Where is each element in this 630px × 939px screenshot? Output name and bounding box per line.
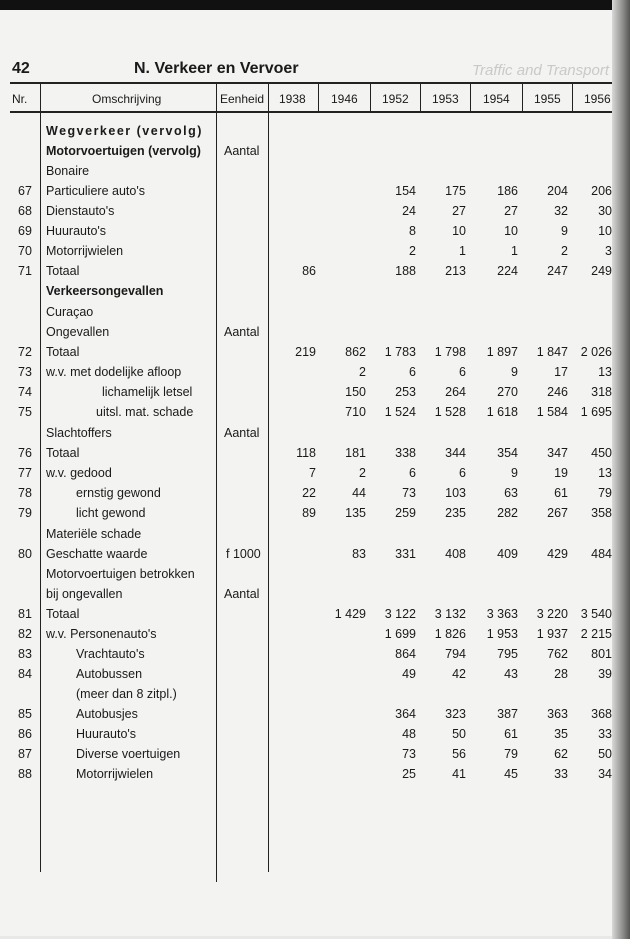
row-number: 85 <box>18 707 32 721</box>
table-cell: 235 <box>445 506 466 520</box>
header-year: 1938 <box>279 92 306 106</box>
row-label: Huurauto's <box>76 727 137 741</box>
table-cell: 73 <box>402 486 416 500</box>
bleed-through-title: Traffic and Transport <box>472 62 609 79</box>
row-number: 67 <box>18 184 32 198</box>
table-cell: 344 <box>445 446 466 460</box>
row-label: w.v. Personenauto's <box>46 627 157 641</box>
table-cell: 6 <box>459 466 466 480</box>
header-year: 1952 <box>382 92 409 106</box>
column-divider <box>268 112 269 872</box>
table-cell: 135 <box>345 506 366 520</box>
row-label: w.v. met dodelijke afloop <box>46 365 182 379</box>
table-cell: 24 <box>402 204 416 218</box>
table-cell: 358 <box>591 506 612 520</box>
header-omschrijving: Omschrijving <box>92 92 162 106</box>
header-divider <box>470 82 471 112</box>
table-cell: 43 <box>504 667 518 681</box>
subsection-bonaire: Bonaire <box>46 164 90 178</box>
table-cell: 41 <box>452 767 466 781</box>
table-cell: 363 <box>547 707 568 721</box>
table-cell: 181 <box>345 446 366 460</box>
page-title: N. Verkeer en Vervoer <box>134 60 299 77</box>
table-cell: 1 783 <box>384 345 416 359</box>
header-year: 1953 <box>432 92 459 106</box>
row-number: 69 <box>18 224 32 238</box>
table-cell: 175 <box>445 184 466 198</box>
table-cell: 710 <box>345 405 366 419</box>
table-cell: 10 <box>504 224 518 238</box>
table-cell: 27 <box>452 204 466 218</box>
table-cell: 409 <box>497 547 518 561</box>
table-cell: 73 <box>402 747 416 761</box>
row-number: 81 <box>18 607 32 621</box>
table-cell: 331 <box>395 547 416 561</box>
row-number: 74 <box>18 385 32 399</box>
row-number: 76 <box>18 446 32 460</box>
row-number: 73 <box>18 365 32 379</box>
table-cell: 2 215 <box>580 627 612 641</box>
subsection-bij-ongevallen: bij ongevallen <box>46 587 123 601</box>
row-label: ernstig gewond <box>76 486 161 500</box>
table-cell: 1 826 <box>434 627 466 641</box>
header-divider <box>420 82 421 112</box>
table-cell: 61 <box>554 486 568 500</box>
table-cell: 354 <box>497 446 518 460</box>
table-cell: 3 122 <box>384 607 416 621</box>
table-cell: 1 897 <box>486 345 518 359</box>
table-cell: 49 <box>402 667 416 681</box>
table-cell: 6 <box>409 466 416 480</box>
subsection-ongevallen: Ongevallen <box>46 325 110 339</box>
section-heading-motorvoertuigen: Motorvoertuigen (vervolg) <box>46 144 201 158</box>
table-cell: 2 026 <box>580 345 612 359</box>
table-cell: 224 <box>497 264 518 278</box>
scan-right-edge <box>612 0 630 939</box>
table-cell: 282 <box>497 506 518 520</box>
table-cell: 429 <box>547 547 568 561</box>
table-cell: 50 <box>452 727 466 741</box>
row-number: 80 <box>18 547 32 561</box>
subsection-motorvoertuigen-betrokken: Motorvoertuigen betrokken <box>46 567 195 581</box>
row-label: uitsl. mat. schade <box>96 405 194 419</box>
row-number: 86 <box>18 727 32 741</box>
header-top-rule <box>10 82 616 84</box>
table-cell: 9 <box>511 365 518 379</box>
table-cell: 387 <box>497 707 518 721</box>
row-label: Geschatte waarde <box>46 547 148 561</box>
table-cell: 8 <box>409 224 416 238</box>
header-divider <box>370 82 371 112</box>
row-label: Totaal <box>46 264 80 278</box>
table-cell: 219 <box>295 345 316 359</box>
subsection-materiele-schade: Materiële schade <box>46 527 142 541</box>
row-number: 82 <box>18 627 32 641</box>
table-cell: 264 <box>445 385 466 399</box>
table-cell: 338 <box>395 446 416 460</box>
table-cell: 44 <box>352 486 366 500</box>
row-label: Totaal <box>46 607 80 621</box>
row-label: Totaal <box>46 345 80 359</box>
document-page <box>0 8 618 936</box>
unit-label: Aantal <box>224 144 260 158</box>
table-cell: 1 524 <box>384 405 416 419</box>
table-cell: 318 <box>591 385 612 399</box>
table-cell: 56 <box>452 747 466 761</box>
row-label: Totaal <box>46 446 80 460</box>
table-cell: 206 <box>591 184 612 198</box>
table-cell: 2 <box>561 244 568 258</box>
table-cell: 186 <box>497 184 518 198</box>
table-cell: 270 <box>497 385 518 399</box>
header-year: 1956 <box>584 92 611 106</box>
unit-label: Aantal <box>224 426 260 440</box>
table-cell: 61 <box>504 727 518 741</box>
table-cell: 408 <box>445 547 466 561</box>
table-cell: 48 <box>402 727 416 741</box>
table-cell: 1 <box>459 244 466 258</box>
column-divider <box>40 112 41 872</box>
table-cell: 1 <box>511 244 518 258</box>
table-cell: 188 <box>395 264 416 278</box>
table-cell: 45 <box>504 767 518 781</box>
table-cell: 62 <box>554 747 568 761</box>
table-cell: 3 220 <box>536 607 568 621</box>
header-year: 1954 <box>483 92 510 106</box>
table-cell: 3 540 <box>580 607 612 621</box>
table-cell: 1 618 <box>486 405 518 419</box>
header-divider <box>522 82 523 112</box>
header-divider <box>216 82 217 112</box>
table-cell: 368 <box>591 707 612 721</box>
table-cell: 795 <box>497 647 518 661</box>
row-number: 83 <box>18 647 32 661</box>
table-cell: 253 <box>395 385 416 399</box>
table-cell: 25 <box>402 767 416 781</box>
table-cell: 1 695 <box>580 405 612 419</box>
header-bottom-rule <box>10 111 616 113</box>
table-cell: 79 <box>598 486 612 500</box>
row-label: Autobusjes <box>76 707 138 721</box>
row-label: Motorrijwielen <box>76 767 154 781</box>
unit-label: Aantal <box>224 325 260 339</box>
row-number: 70 <box>18 244 32 258</box>
table-cell: 32 <box>554 204 568 218</box>
table-cell: 1 798 <box>434 345 466 359</box>
row-label: Huurauto's <box>46 224 107 238</box>
table-cell: 10 <box>452 224 466 238</box>
row-label: Motorrijwielen <box>46 244 124 258</box>
row-unit: f 1000 <box>226 547 261 561</box>
header-year: 1955 <box>534 92 561 106</box>
row-label: Particuliere auto's <box>46 184 145 198</box>
table-cell: 2 <box>409 244 416 258</box>
table-cell: 9 <box>511 466 518 480</box>
table-cell: 1 937 <box>536 627 568 641</box>
row-number: 78 <box>18 486 32 500</box>
row-label: licht gewond <box>76 506 146 520</box>
table-cell: 86 <box>302 264 316 278</box>
table-cell: 3 363 <box>486 607 518 621</box>
table-cell: 42 <box>452 667 466 681</box>
table-cell: 3 <box>605 244 612 258</box>
table-cell: 10 <box>598 224 612 238</box>
header-eenheid: Eenheid <box>220 92 265 106</box>
row-number: 84 <box>18 667 32 681</box>
row-label: w.v. gedood <box>46 466 112 480</box>
table-cell: 33 <box>598 727 612 741</box>
table-cell: 13 <box>598 365 612 379</box>
table-cell: 50 <box>598 747 612 761</box>
table-cell: 30 <box>598 204 612 218</box>
row-number: 79 <box>18 506 32 520</box>
table-cell: 862 <box>345 345 366 359</box>
table-cell: 6 <box>459 365 466 379</box>
row-number: 68 <box>18 204 32 218</box>
header-divider <box>572 82 573 112</box>
table-cell: 213 <box>445 264 466 278</box>
table-cell: 2 <box>359 365 366 379</box>
table-cell: 34 <box>598 767 612 781</box>
table-cell: 13 <box>598 466 612 480</box>
table-cell: 150 <box>345 385 366 399</box>
row-number: 88 <box>18 767 32 781</box>
table-cell: 1 584 <box>536 405 568 419</box>
table-cell: 39 <box>598 667 612 681</box>
section-heading-wegverkeer: Wegverkeer (vervolg) <box>46 124 203 138</box>
table-cell: 17 <box>554 365 568 379</box>
table-cell: 83 <box>352 547 366 561</box>
table-cell: 118 <box>296 446 316 460</box>
table-cell: 484 <box>591 547 612 561</box>
header-nr: Nr. <box>12 92 28 106</box>
table-cell: 28 <box>554 667 568 681</box>
table-cell: 1 528 <box>434 405 466 419</box>
table-cell: 3 132 <box>434 607 466 621</box>
table-cell: 19 <box>554 466 568 480</box>
table-cell: 2 <box>359 466 366 480</box>
column-divider <box>216 112 217 882</box>
row-label: Vrachtauto's <box>76 647 145 661</box>
unit-label: Aantal <box>224 587 260 601</box>
table-cell: 35 <box>554 727 568 741</box>
table-cell: 9 <box>561 224 568 238</box>
table-cell: 364 <box>395 707 416 721</box>
row-number: 72 <box>18 345 32 359</box>
row-number: 77 <box>18 466 32 480</box>
header-year: 1946 <box>331 92 358 106</box>
table-cell: 762 <box>547 647 568 661</box>
table-cell: 259 <box>395 506 416 520</box>
page-number: 42 <box>12 60 30 77</box>
row-label: Autobussen <box>76 667 143 681</box>
table-cell: 801 <box>591 647 612 661</box>
header-divider <box>268 82 269 112</box>
row-number: 71 <box>18 264 32 278</box>
table-cell: 864 <box>395 647 416 661</box>
header-divider <box>318 82 319 112</box>
section-heading-verkeersongevallen: Verkeersongevallen <box>46 284 164 298</box>
table-cell: 63 <box>504 486 518 500</box>
table-cell: 1 953 <box>486 627 518 641</box>
table-cell: 1 847 <box>536 345 568 359</box>
table-cell: 103 <box>445 486 466 500</box>
subsection-curacao: Curaçao <box>46 305 94 319</box>
table-cell: 267 <box>547 506 568 520</box>
scan-top-edge <box>0 0 630 10</box>
table-cell: 154 <box>395 184 416 198</box>
table-cell: 89 <box>302 506 316 520</box>
table-cell: 22 <box>302 486 316 500</box>
table-cell: 7 <box>309 466 316 480</box>
row-label: lichamelijk letsel <box>102 385 193 399</box>
header-divider <box>40 82 41 112</box>
table-cell: 249 <box>591 264 612 278</box>
table-cell: 246 <box>547 385 568 399</box>
table-cell: 79 <box>504 747 518 761</box>
row-label: Diverse voertuigen <box>76 747 181 761</box>
subsection-slachtoffers: Slachtoffers <box>46 426 112 440</box>
table-cell: 1 699 <box>384 627 416 641</box>
table-cell: 33 <box>554 767 568 781</box>
table-cell: 347 <box>547 446 568 460</box>
table-cell: 323 <box>445 707 466 721</box>
row-label: (meer dan 8 zitpl.) <box>76 687 177 701</box>
row-number: 87 <box>18 747 32 761</box>
table-cell: 27 <box>504 204 518 218</box>
table-cell: 6 <box>409 365 416 379</box>
table-cell: 204 <box>547 184 568 198</box>
table-cell: 450 <box>591 446 612 460</box>
table-cell: 1 429 <box>334 607 366 621</box>
row-label: Dienstauto's <box>46 204 115 218</box>
table-cell: 794 <box>445 647 466 661</box>
row-number: 75 <box>18 405 32 419</box>
table-cell: 247 <box>547 264 568 278</box>
